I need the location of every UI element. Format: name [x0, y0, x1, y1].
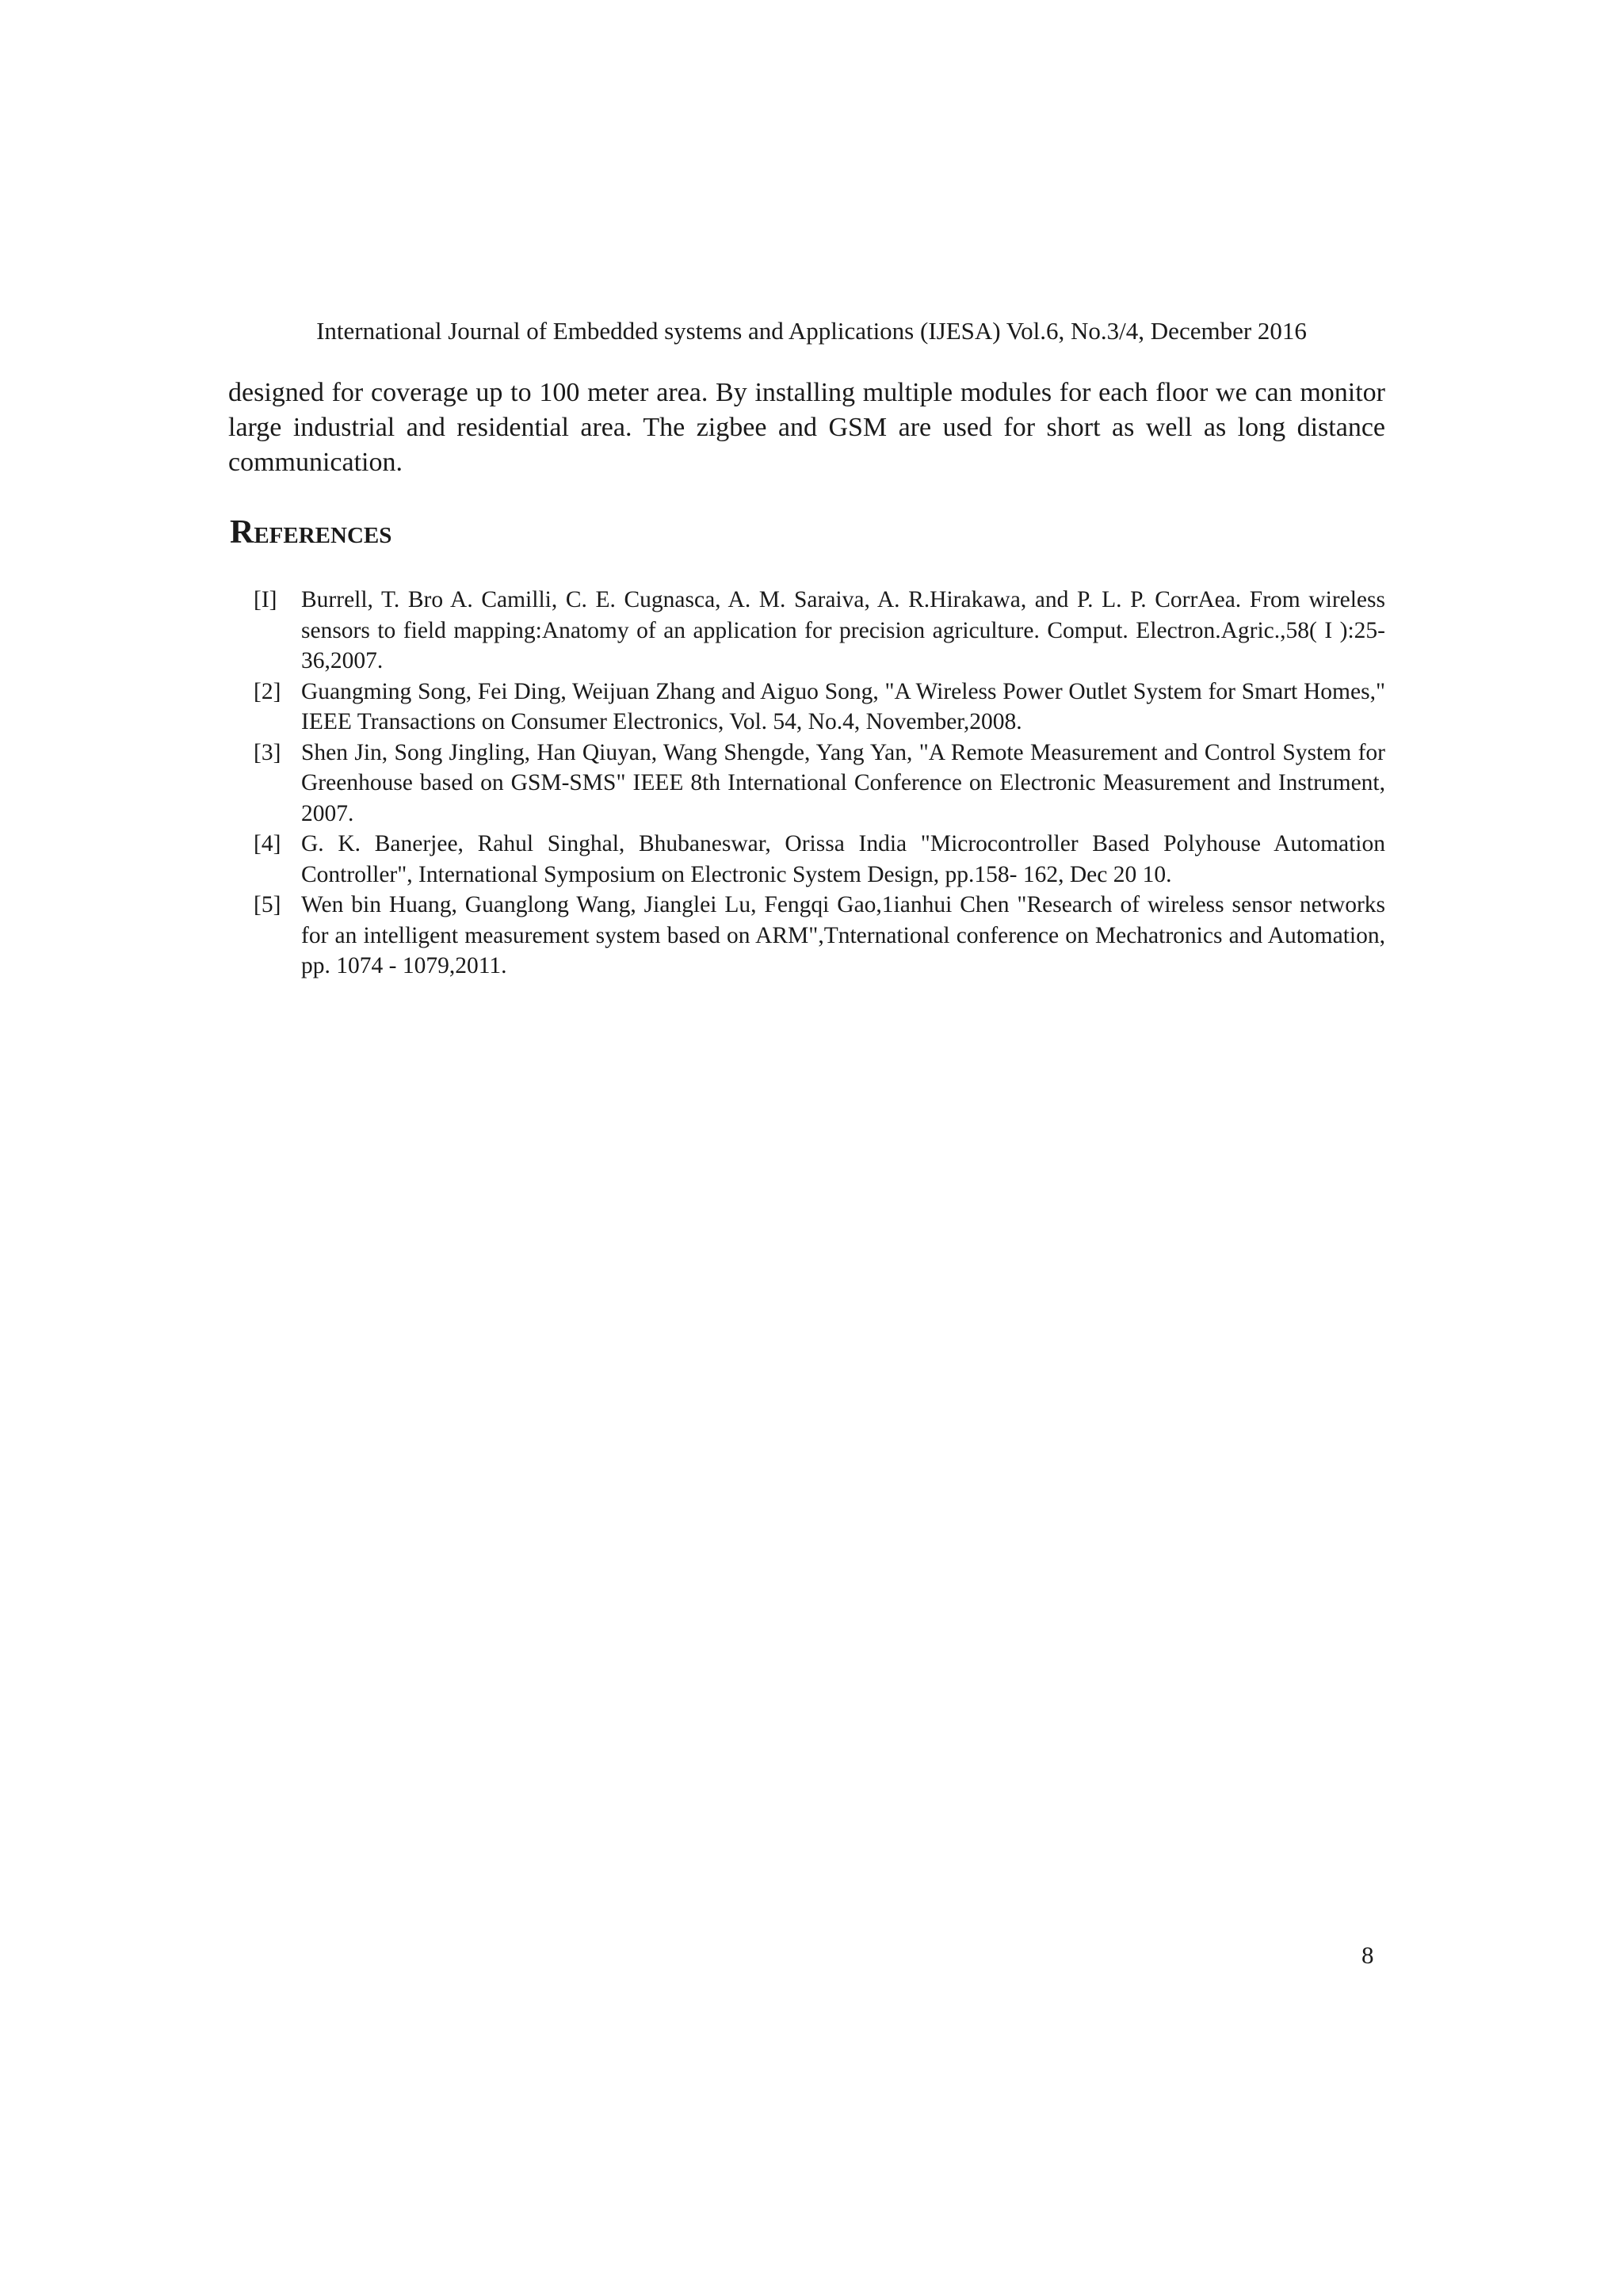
reference-text: Guangming Song, Fei Ding, Weijuan Zhang and Aiguo Song, "A Wireless Power Outlet System for Smart Homes," IEEE Transactions on Consumer Electronics, Vol. 54, No.4, November,2008. [301, 678, 1385, 734]
reference-label: [5] [254, 892, 281, 917]
reference-text: Wen bin Huang, Guanglong Wang, Jianglei Lu, Fengqi Gao,1ianhui Chen "Research of wireless sensor networks for an intelligent measurement system based on ARM",Tnternational conference on Mechatronics and Automation, pp. 1074 - 1079,2011. [301, 892, 1385, 978]
reference-text: Burrell, T. Bro A. Camilli, C. E. Cugnasca, A. M. Saraiva, A. R.Hirakawa, and P. L. P. CorrAea. From wireless sensors to field mapping:Anatomy of an application for precision agriculture. Comput. Electron.Agric.,58( I ):25-36,2007. [301, 587, 1385, 673]
body-paragraph: designed for coverage up to 100 meter area. By installing multiple modules for each floor we can monitor large industrial and residential area. The zigbee and GSM are used for short as well as long distance communication. [228, 378, 1385, 477]
reference-item-5 [254, 890, 1385, 982]
reference-text: G. K. Banerjee, Rahul Singhal, Bhubaneswar, Orissa India "Microcontroller Based Polyhouse Automation Controller", International Symposium on Electronic System Design, pp.158- 162, Dec 20 10. [301, 831, 1385, 887]
reference-label: [2] [254, 678, 281, 704]
reference-item-1 [254, 585, 1385, 677]
reference-item-2 [254, 677, 1385, 738]
reference-item-4 [254, 829, 1385, 890]
reference-text: Shen Jin, Song Jingling, Han Qiuyan, Wang Shengde, Yang Yan, "A Remote Measurement and Control System for Greenhouse based on GSM-SMS" IEEE 8th International Conference on Electronic Measurement and Instrument, 2007. [301, 739, 1385, 826]
reference-list [254, 585, 1385, 982]
page-number: 8 [1361, 1941, 1374, 1969]
reference-item-3 [254, 738, 1385, 830]
running-header: International Journal of Embedded systems and Applications (IJESA) Vol.6, No.3/4, December 2016 [316, 317, 1307, 345]
reference-label: [I] [254, 587, 277, 612]
references-heading: References [230, 514, 392, 551]
reference-label: [4] [254, 831, 281, 856]
reference-label: [3] [254, 739, 281, 765]
